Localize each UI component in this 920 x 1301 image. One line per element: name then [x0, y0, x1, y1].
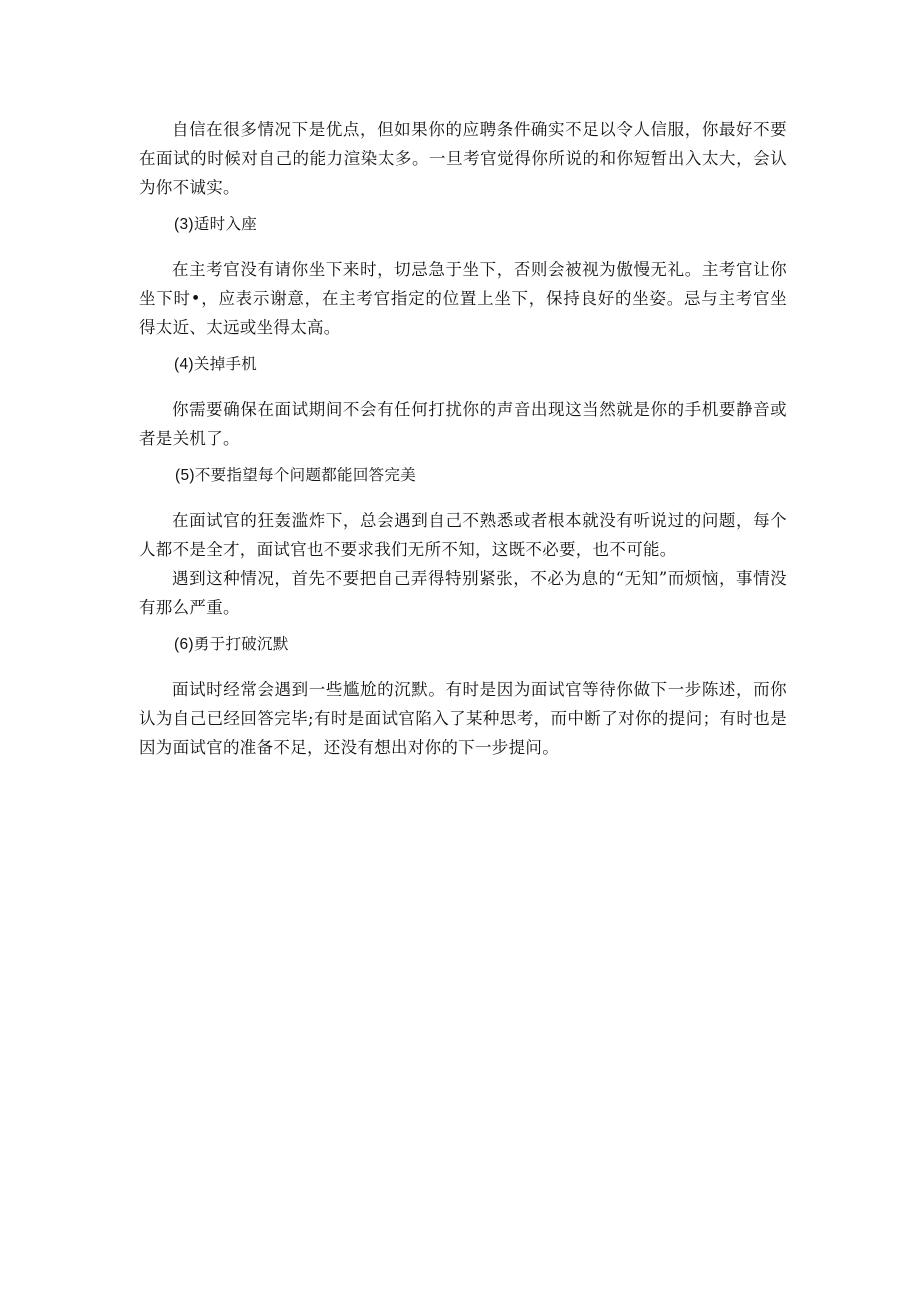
heading-turn-off-phone: (4)关掉手机	[174, 356, 258, 373]
document-body	[139, 115, 787, 762]
paragraph-silence: 面试时经常会遇到一些尴尬的沉默。有时是因为面试官等待你做下一步陈述，而你认为自己已经回答完毕;有时是面试官陷入了某种思考，而中断了对你的提问；有时也是因为面试官的准备不足，还没有想出对你的下一步提问。	[139, 680, 787, 757]
heading-timely-seating: (3)适时入座	[174, 216, 258, 233]
heading-break-silence: (6)勇于打破沉默	[174, 636, 289, 653]
paragraph-unfamiliar-questions: 在面试官的狂轰滥炸下，总会遇到自己不熟悉或者根本就没有听说过的问题，每个人都不是全才，面试官也不要求我们无所不知，这既不必要，也不可能。	[139, 511, 787, 559]
paragraph-seating: 在主考官没有请你坐下来时，切忌急于坐下，否则会被视为傲慢无礼。主考官让你坐下时•，应表示谢意，在主考官指定的位置上坐下，保持良好的坐姿。忌与主考官坐得太近、太远或坐得太高。	[139, 260, 787, 337]
paragraph-phone: 你需要确保在面试期间不会有任何打扰你的声音出现这当然就是你的手机要静音或者是关机了。	[139, 400, 787, 448]
heading-not-perfect-answers: (5)不要指望每个问题都能回答完美	[175, 467, 417, 484]
paragraph-stay-calm: 遇到这种情况，首先不要把自己弄得特别紧张，不必为息的“无知”而烦恼，事情没有那么严重。	[139, 569, 787, 617]
paragraph-confidence: 自信在很多情况下是优点，但如果你的应聘条件确实不足以令人信服，你最好不要在面试的时候对自己的能力渲染太多。一旦考官觉得你所说的和你短暂出入太大，会认为你不诚实。	[139, 120, 787, 197]
